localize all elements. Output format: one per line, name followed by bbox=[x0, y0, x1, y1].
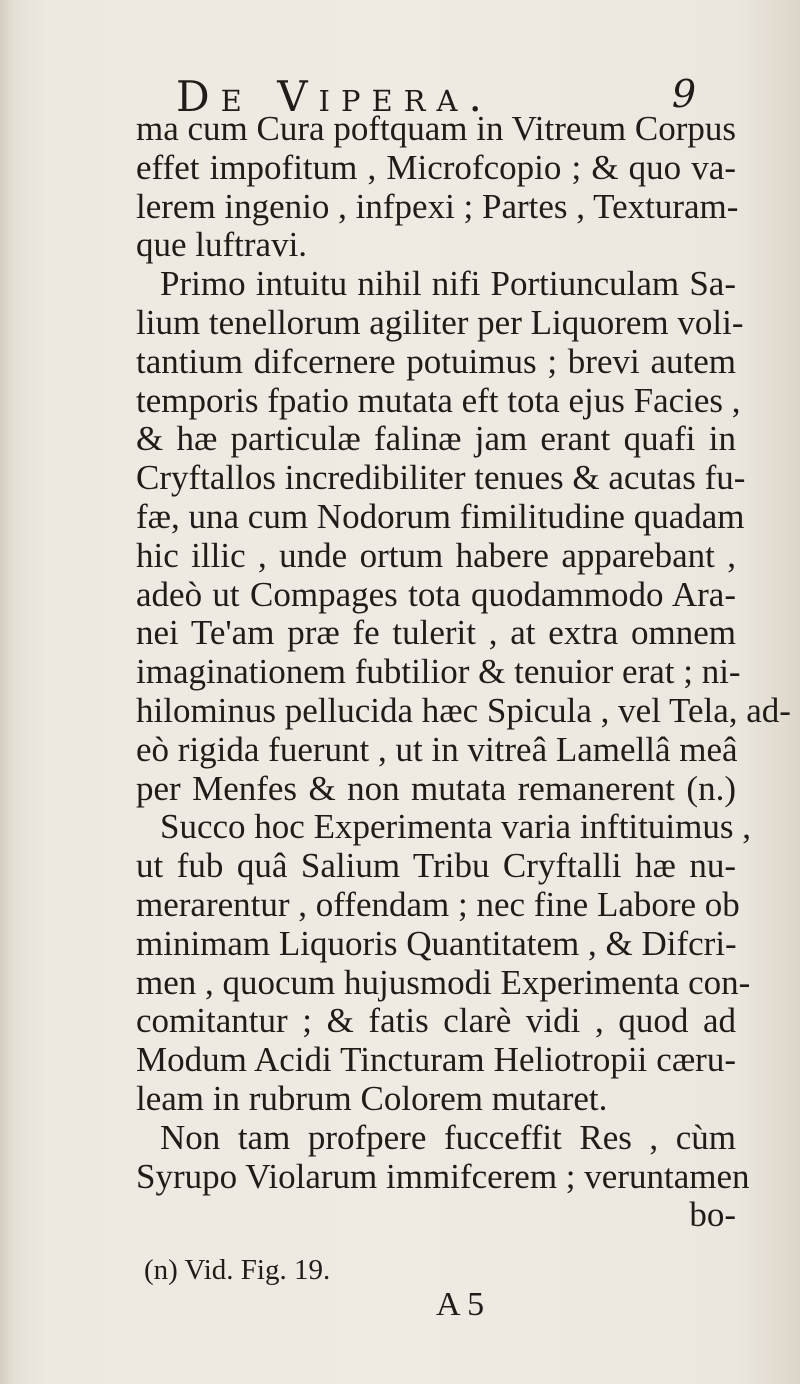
text-line: ut fub quâ Salium Tribu Cryftalli hæ nu- bbox=[136, 846, 736, 886]
text-line: ma cum Cura poftquam in Vitreum Corpus bbox=[136, 109, 736, 148]
text-line: merarentur , offendam ; nec fine Labore ob bbox=[136, 884, 740, 924]
body-text bbox=[136, 109, 791, 1235]
text-line: Syrupo Violarum immifcerem ; veruntamen bbox=[136, 1156, 750, 1196]
text-line: lerem ingenio , infpexi ; Partes , Texturam- bbox=[136, 186, 739, 226]
text-line: adeò ut Compages tota quodammodo Ara- bbox=[136, 574, 736, 614]
text-line: Non tam profpere fucceffit Res , cùm bbox=[160, 1117, 736, 1157]
text-line: Primo intuitu nihil nifi Portiunculam Sa- bbox=[160, 264, 736, 304]
text-line: temporis fpatio mutata eft tota ejus Facies , bbox=[136, 380, 741, 420]
text-line: hic illic , unde ortum habere apparebant , bbox=[136, 535, 736, 575]
text-line: eò rigida fuerunt , ut in vitreâ Lamellâ meâ bbox=[136, 729, 738, 769]
text-line: comitantur ; & fatis clarè vidi , quod ad bbox=[136, 1001, 736, 1041]
text-line: nei Te'am præ fe tulerit , at extra omnem bbox=[136, 613, 736, 653]
text-line: Cryftallos incredibiliter tenues & acutas fu- bbox=[136, 458, 746, 498]
text-line: tantium difcernere potuimus ; brevi autem bbox=[136, 341, 736, 381]
text-line: Modum Acidi Tincturam Heliotropii cæru- bbox=[136, 1040, 736, 1080]
text-line: fæ, una cum Nodorum fimilitudine quadam bbox=[136, 496, 745, 536]
page-edge-shadow bbox=[0, 0, 14, 1384]
running-title: De Vipera. bbox=[176, 72, 493, 121]
signature-mark: A 5 bbox=[436, 1286, 485, 1323]
page-number: 9 bbox=[671, 72, 696, 116]
catchword: bo- bbox=[689, 1195, 736, 1235]
text-line: que luftravi. bbox=[136, 225, 308, 265]
text-line: & hæ particulæ falinæ jam erant quafi in bbox=[136, 419, 736, 459]
footnote: (n) Vid. Fig. 19. bbox=[144, 1254, 331, 1286]
text-line: leam in rubrum Colorem mutaret. bbox=[136, 1078, 608, 1118]
text-line: imaginationem fubtilior & tenuior erat ; ni- bbox=[136, 652, 741, 692]
text-line: effet impofitum , Microfcopio ; & quo va- bbox=[136, 147, 736, 187]
text-line: minimam Liquoris Quantitatem , & Difcri- bbox=[136, 923, 737, 963]
text-line: lium tenellorum agiliter per Liquorem voli- bbox=[136, 302, 744, 342]
text-line: Succo hoc Experimenta varia inftituimus , bbox=[160, 807, 751, 847]
text-line: hilominus pellucida hæc Spicula , vel Tela, ad- bbox=[136, 690, 791, 730]
text-line: per Menfes & non mutata remanerent (n.) bbox=[136, 768, 736, 808]
text-line: men , quocum hujusmodi Experimenta con- bbox=[136, 962, 751, 1002]
